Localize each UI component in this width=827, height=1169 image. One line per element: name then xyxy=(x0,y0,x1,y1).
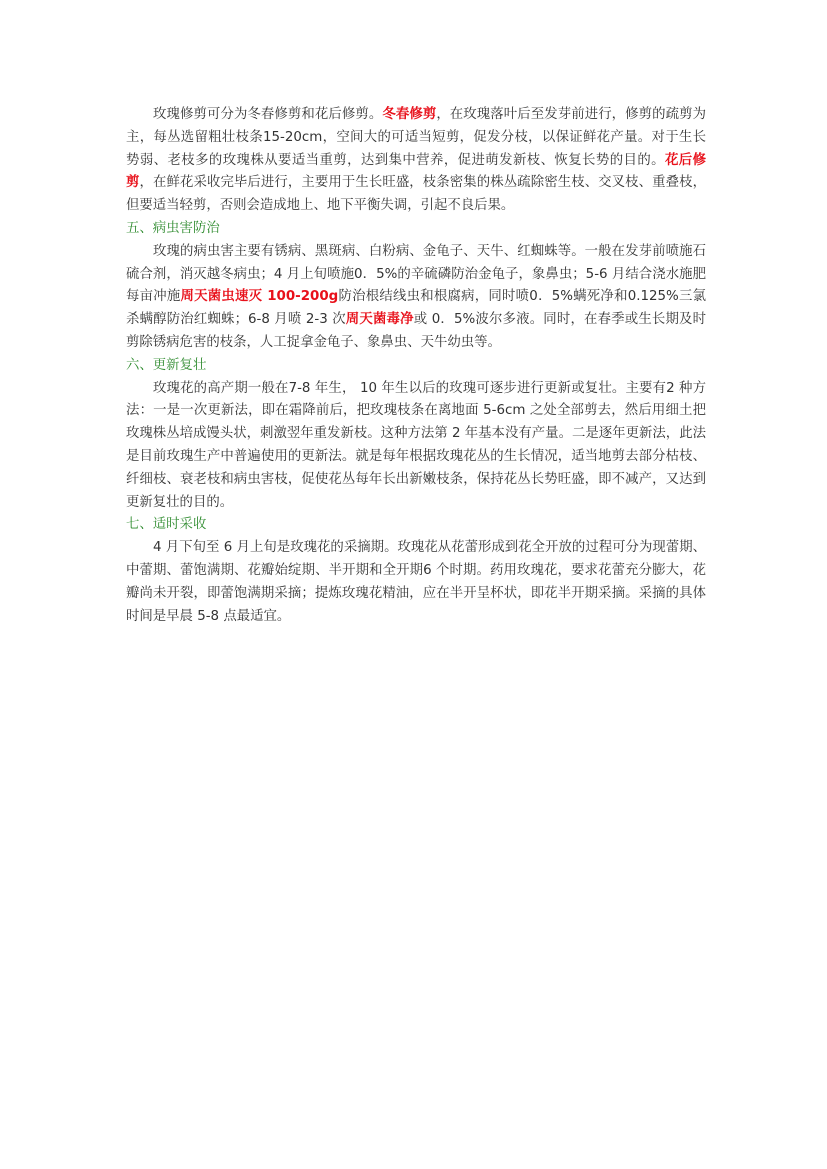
section-heading-harvest: 七、适时采收 xyxy=(126,517,207,533)
paragraph-pruning xyxy=(126,104,706,218)
paragraph-pest-control xyxy=(126,241,706,355)
text-run: 防治根结线虫和根腐病，同时喷0．5%螨死净和0.125%三氯杀螨醇防治红蜘蛛；6-8 月喷 2-3 次 xyxy=(126,289,707,328)
text-run: 4 月下旬至 6 月上旬是玫瑰花的采摘期。玫瑰花从花蕾形成到花全开放的过程可分为现蕾期、中蕾期、蕾饱满期、花瓣始绽期、半开期和全开期6 个时期。药用玫瑰花，要求花蕾充分膨大，花瓣尚未开裂，即蕾饱满期采摘；提炼玫瑰花精油，应在半开呈杯状，即花半开期采摘。采摘的具体时间是早晨 5-8 点最适宜。 xyxy=(126,540,706,624)
text-run: 玫瑰修剪可分为冬春修剪和花后修剪。 xyxy=(153,107,383,122)
text-run: 或 0．5%波尔多液。同时，在春季或生长期及时剪除锈病危害的枝条，人工捉拿金龟子、象鼻虫、天牛幼虫等。 xyxy=(126,312,707,350)
text-run: 玫瑰花的高产期一般在7-8 年生， 10 年生以后的玫瑰可逐步进行更新或复壮。主要有2 种方法：一是一次更新法，即在霜降前后，把玫瑰枝条在离地面 5-6cm 之处全部剪去，然后用细土把玫瑰株丛培成馒头状，刺激翌年重发新枝。这种方法第 2 年基本没有产量。二是逐年更新法，此法是目前玫瑰生产中普遍使用的更新法。就是每年根据玫瑰花丛的生长情况，适当地剪去部分枯枝、纤细枝、衰老枝和病虫害枝，促使花丛每年长出新嫩枝条，保持花丛长势旺盛，即不减产，又达到更新复壮的目的。 xyxy=(126,380,706,510)
highlight-product-insecticide: 周天菌虫速灭 100-200g xyxy=(180,289,339,305)
paragraph-rejuvenation xyxy=(126,378,706,515)
text-run: ，在玫瑰落叶后至发芽前进行，修剪的疏剪为主，每丛选留粗壮枝条15-20cm，空间大的可适当短剪，促发分枝，以保证鲜花产量。对于生长势弱、老枝多的玫瑰株从要适当重剪，达到集中营养，促进萌发新枝、恢复长势的目的。 xyxy=(126,107,707,168)
highlight-post-flower-pruning: 花后修剪 xyxy=(126,152,706,191)
section-heading-rejuvenation: 六、更新复壮 xyxy=(126,357,207,373)
text-run: 玫瑰的病虫害主要有锈病、黑斑病、白粉病、金龟子、天牛、红蜘蛛等。一般在发芽前喷施石硫合剂，消灭越冬病虫；4 月上旬喷施0．5%的辛硫磷防治金龟子，象鼻虫；5-6 月结合浇水施肥每亩冲施 xyxy=(126,243,706,305)
section-heading-pest-control: 五、病虫害防治 xyxy=(126,220,220,236)
text-run: ，在鲜花采收完毕后进行，主要用于生长旺盛，枝条密集的株丛疏除密生枝、交叉枝、重叠枝，但要适当轻剪，否则会造成地上、地下平衡失调，引起不良后果。 xyxy=(126,175,707,214)
paragraph-harvest xyxy=(126,537,706,628)
highlight-product-fungicide: 周天菌毒净 xyxy=(345,312,414,328)
document-body xyxy=(126,104,706,628)
highlight-winter-pruning: 冬春修剪 xyxy=(382,107,437,122)
